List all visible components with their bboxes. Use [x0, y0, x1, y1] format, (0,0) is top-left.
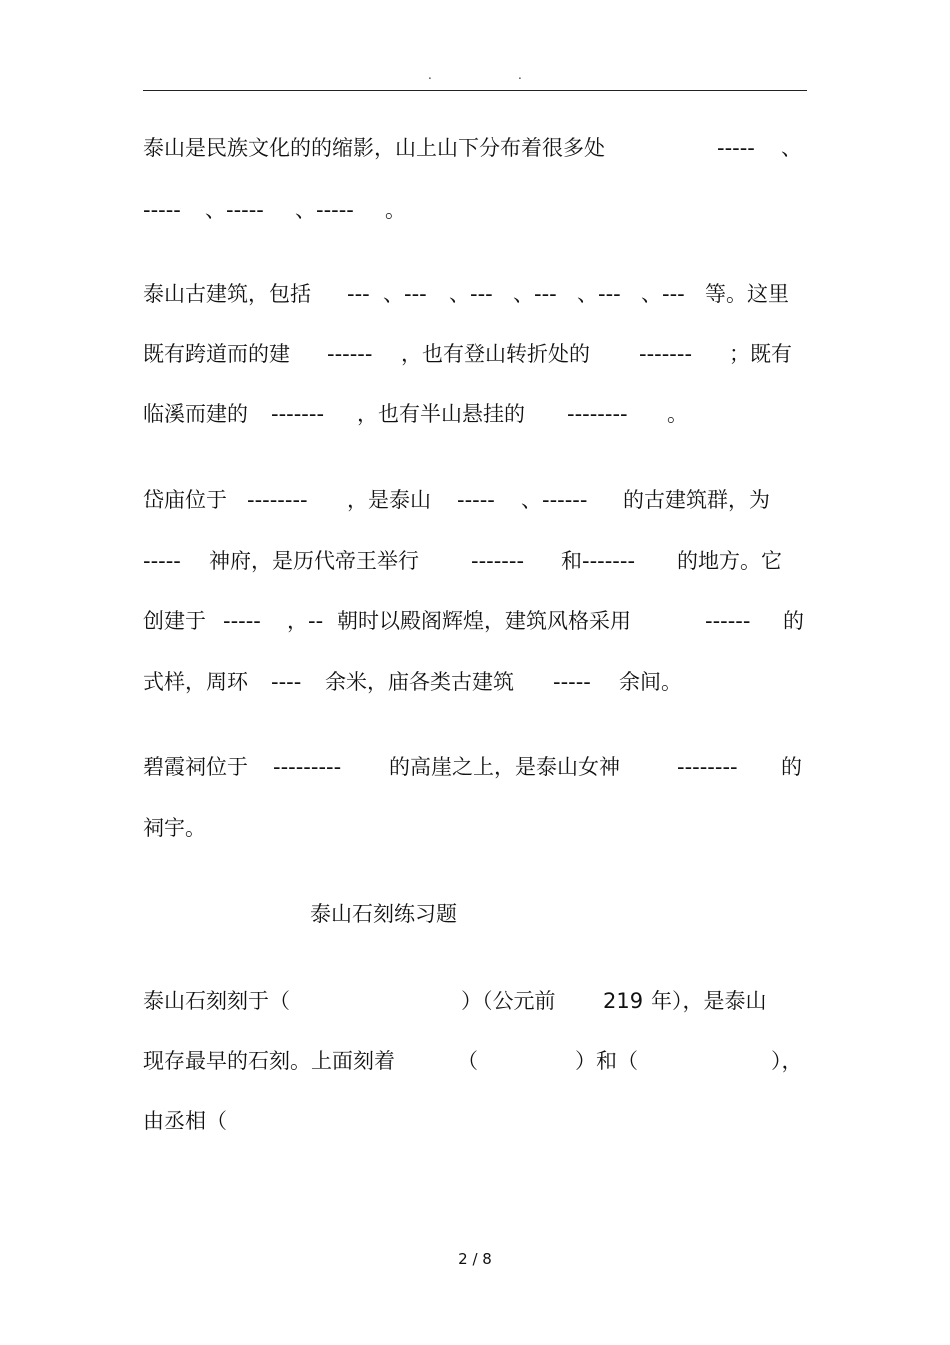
text-line: [143, 484, 807, 516]
text-segment: 的: [783, 609, 804, 633]
text-segment: ）（公元前: [461, 989, 556, 1013]
text-segment: 朝时以殿阁辉煌，建筑风格采用: [337, 609, 631, 633]
text-segment: 和-------: [561, 549, 636, 573]
text-segment: 神府，是历代帝王举行: [209, 549, 419, 573]
text-segment: 泰山古建筑，包括: [143, 282, 311, 306]
header-dot-right: .: [518, 68, 522, 82]
text-segment: 的高崖之上，是泰山女神: [389, 755, 620, 779]
text-segment: 创建于: [143, 609, 206, 633]
text-segment: （: [457, 1049, 478, 1073]
text-line: [143, 278, 807, 310]
text-segment: -----: [553, 670, 591, 694]
text-segment: -----: [223, 609, 261, 633]
text-segment: 泰山是民族文化的的缩影，山上山下分布着很多处: [143, 136, 605, 160]
text-segment: 。: [385, 198, 406, 222]
text-line: [143, 751, 807, 783]
text-line: [143, 132, 807, 164]
text-segment: -----: [143, 198, 181, 222]
text-segment: 、---: [641, 282, 685, 306]
text-segment: ，是泰山: [347, 488, 431, 512]
text-segment: ----: [271, 670, 302, 694]
text-segment: 式样，周环: [143, 670, 248, 694]
text-line: [143, 1045, 807, 1077]
text-segment: 的地方。它: [677, 549, 782, 573]
text-segment: 、---: [577, 282, 621, 306]
text-segment: ，--: [287, 609, 324, 633]
text-segment: 、-----: [295, 198, 354, 222]
text-line: [143, 985, 807, 1017]
text-segment: 碧霞祠位于: [143, 755, 248, 779]
text-line: [143, 666, 807, 698]
text-segment: 临溪而建的: [143, 402, 248, 426]
text-segment: 219: [603, 989, 644, 1013]
page-number: 2 / 8: [458, 1250, 492, 1268]
text-line: [143, 194, 807, 226]
text-segment: 余米，庙各类古建筑: [325, 670, 514, 694]
text-segment: 、---: [513, 282, 557, 306]
text-segment: 的古建筑群，为: [623, 488, 770, 512]
text-segment: ，也有登山转折处的: [401, 342, 590, 366]
text-segment: ------: [705, 609, 751, 633]
text-segment: ）和（: [575, 1049, 638, 1073]
text-segment: 岱庙位于: [143, 488, 227, 512]
text-segment: ---------: [273, 755, 342, 779]
text-line: [143, 605, 807, 637]
header-rule: [143, 90, 807, 91]
text-segment: 、---: [449, 282, 493, 306]
text-segment: ；既有: [729, 342, 792, 366]
text-segment: -----: [717, 136, 755, 160]
text-segment: 、-----: [205, 198, 264, 222]
text-segment: 由丞相（: [143, 1109, 227, 1133]
text-segment: --------: [567, 402, 628, 426]
text-segment: -----: [143, 549, 181, 573]
text-line: [143, 398, 807, 430]
text-segment: ------: [327, 342, 373, 366]
text-segment: 、------: [521, 488, 588, 512]
text-line: [143, 812, 807, 844]
text-segment: 年），是泰山: [651, 989, 767, 1013]
text-segment: 。: [667, 402, 688, 426]
text-segment: -------: [471, 549, 525, 573]
text-segment: 、: [781, 136, 802, 160]
text-segment: -----: [457, 488, 495, 512]
text-segment: --------: [677, 755, 738, 779]
text-segment: 泰山石刻刻于（: [143, 989, 290, 1013]
text-segment: ---: [347, 282, 370, 306]
text-segment: 、---: [383, 282, 427, 306]
section-title: 泰山石刻练习题: [310, 902, 457, 926]
text-line: [143, 1105, 807, 1137]
text-line: [143, 338, 807, 370]
text-segment: 余间。: [619, 670, 682, 694]
text-segment: -------: [639, 342, 693, 366]
text-segment: --------: [247, 488, 308, 512]
text-segment: 既有跨道而的建: [143, 342, 290, 366]
text-segment: ），: [771, 1049, 803, 1073]
text-segment: 祠宇。: [143, 816, 206, 840]
text-segment: 等。这里: [705, 282, 789, 306]
text-segment: 的: [781, 755, 802, 779]
text-segment: -------: [271, 402, 325, 426]
header-dot-left: .: [428, 68, 432, 82]
text-segment: 现存最早的石刻。上面刻着: [143, 1049, 395, 1073]
text-segment: ，也有半山悬挂的: [357, 402, 525, 426]
text-line: [143, 545, 807, 577]
